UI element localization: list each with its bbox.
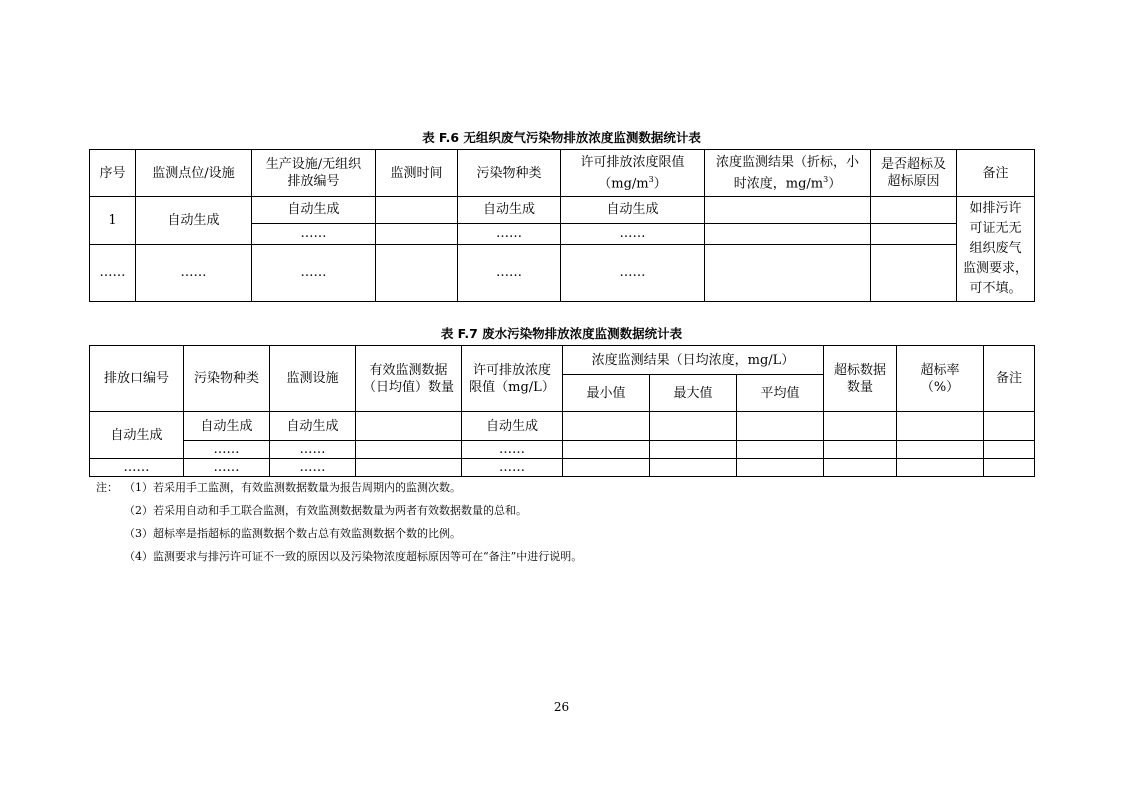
cell-empty xyxy=(563,412,650,441)
cell-empty xyxy=(824,459,897,477)
cell-ellipsis: …… xyxy=(252,223,376,244)
cell-ellipsis: …… xyxy=(90,244,136,301)
header-seq: 序号 xyxy=(90,150,136,197)
cell-point: 自动生成 xyxy=(136,197,252,245)
note-prefix: 注： xyxy=(96,481,118,494)
cell-empty xyxy=(650,412,737,441)
header-monitoring-facility: 监测设施 xyxy=(270,346,356,412)
table-f6-caption: 表 F.6 无组织废气污染物排放浓度监测数据统计表 xyxy=(422,130,701,145)
cell-empty xyxy=(356,441,462,459)
notes xyxy=(96,476,582,568)
cell-limit: 自动生成 xyxy=(561,197,705,224)
cell-empty xyxy=(563,441,650,459)
cell-pollutant: 自动生成 xyxy=(184,412,270,441)
header-outlet-code: 排放口编号 xyxy=(90,346,184,412)
header-facility-code: 生产设施/无组织 排放编号 xyxy=(252,150,376,197)
note-item xyxy=(96,545,582,568)
cell-empty xyxy=(871,223,957,244)
cell-ellipsis: …… xyxy=(462,441,563,459)
cell-empty xyxy=(650,459,737,477)
cell-empty xyxy=(897,412,984,441)
cell-empty xyxy=(984,412,1035,441)
note-text: （3）超标率是指超标的监测数据个数占总有效监测数据个数的比例。 xyxy=(124,527,461,540)
cell-ellipsis: …… xyxy=(90,459,184,477)
header-avg: 平均值 xyxy=(737,375,824,412)
cell-ellipsis: …… xyxy=(561,223,705,244)
cell-empty xyxy=(356,459,462,477)
cell-empty xyxy=(737,412,824,441)
table-row xyxy=(90,441,1035,459)
cell-ellipsis: …… xyxy=(270,459,356,477)
cell-ellipsis: …… xyxy=(184,441,270,459)
cell-empty xyxy=(824,412,897,441)
header-remark: 备注 xyxy=(957,150,1035,197)
note-item xyxy=(96,476,582,499)
note-text: （4）监测要求与排污许可证不一致的原因以及污染物浓度超标原因等可在“备注”中进行说明。 xyxy=(124,550,583,563)
table-row xyxy=(90,244,1035,301)
cell-ellipsis: …… xyxy=(136,244,252,301)
cell-empty xyxy=(705,223,871,244)
note-item xyxy=(96,522,582,545)
cell-ellipsis: …… xyxy=(458,244,561,301)
cell-empty xyxy=(871,244,957,301)
header-concentration-result: 浓度监测结果（折标，小 时浓度，$mg/m^3$） xyxy=(705,150,871,197)
table-row xyxy=(90,459,1035,477)
header-remark: 备注 xyxy=(984,346,1035,412)
table-f7-header-row xyxy=(90,346,1035,375)
header-concentration-result: 浓度监测结果（日均浓度，mg/L） xyxy=(563,346,824,375)
header-exceed-reason: 是否超标及 超标原因 xyxy=(871,150,957,197)
cell-ellipsis: …… xyxy=(270,441,356,459)
cell-empty xyxy=(871,197,957,224)
table-f7 xyxy=(89,345,1035,477)
cell-ellipsis: …… xyxy=(458,223,561,244)
header-exceed-rate: 超标率 （%） xyxy=(897,346,984,412)
cell-ellipsis: …… xyxy=(462,459,563,477)
cell-facility: 自动生成 xyxy=(270,412,356,441)
cell-outlet: 自动生成 xyxy=(90,412,184,459)
header-exceed-count: 超标数据 数量 xyxy=(824,346,897,412)
table-f6-header-row xyxy=(90,150,1035,197)
header-permit-limit: 许可排放浓度 限值（mg/L） xyxy=(462,346,563,412)
cell-seq: 1 xyxy=(90,197,136,245)
table-f6 xyxy=(89,149,1035,302)
header-min: 最小值 xyxy=(563,375,650,412)
cell-empty xyxy=(650,441,737,459)
cell-empty xyxy=(563,459,650,477)
cell-empty xyxy=(897,459,984,477)
cell-empty xyxy=(376,223,458,244)
cell-pollutant: 自动生成 xyxy=(458,197,561,224)
cell-ellipsis: …… xyxy=(184,459,270,477)
header-max: 最大值 xyxy=(650,375,737,412)
header-permit-limit: 许可排放浓度限值 $(mg/m^3)$ xyxy=(561,150,705,197)
table-row xyxy=(90,197,1035,224)
table-row xyxy=(90,412,1035,441)
header-pollutant: 污染物种类 xyxy=(184,346,270,412)
header-monitoring-time: 监测时间 xyxy=(376,150,458,197)
cell-empty xyxy=(737,441,824,459)
cell-empty xyxy=(737,459,824,477)
note-item xyxy=(96,499,582,522)
cell-empty xyxy=(376,197,458,224)
note-text: （2）若采用自动和手工联合监测，有效监测数据数量为两者有效数据数量的总和。 xyxy=(124,504,527,517)
cell-empty xyxy=(705,197,871,224)
cell-empty xyxy=(376,244,458,301)
cell-remark-note: 如排污许 可证无无 组织废气 监测要求， 可不填。 xyxy=(957,197,1035,302)
table-f7-caption: 表 F.7 废水污染物排放浓度监测数据统计表 xyxy=(440,326,683,341)
cell-ellipsis: …… xyxy=(561,244,705,301)
note-text: （1）若采用手工监测，有效监测数据数量为报告周期内的监测次数。 xyxy=(124,481,461,494)
cell-ellipsis: …… xyxy=(252,244,376,301)
cell-limit: 自动生成 xyxy=(462,412,563,441)
cell-empty xyxy=(356,412,462,441)
cell-empty xyxy=(984,441,1035,459)
header-monitoring-point: 监测点位/设施 xyxy=(136,150,252,197)
cell-empty xyxy=(984,459,1035,477)
cell-empty xyxy=(824,441,897,459)
header-pollutant: 污染物种类 xyxy=(458,150,561,197)
cell-empty xyxy=(705,244,871,301)
cell-empty xyxy=(897,441,984,459)
cell-facility: 自动生成 xyxy=(252,197,376,224)
page-number: 26 xyxy=(553,700,570,714)
header-valid-count: 有效监测数据 （日均值）数量 xyxy=(356,346,462,412)
